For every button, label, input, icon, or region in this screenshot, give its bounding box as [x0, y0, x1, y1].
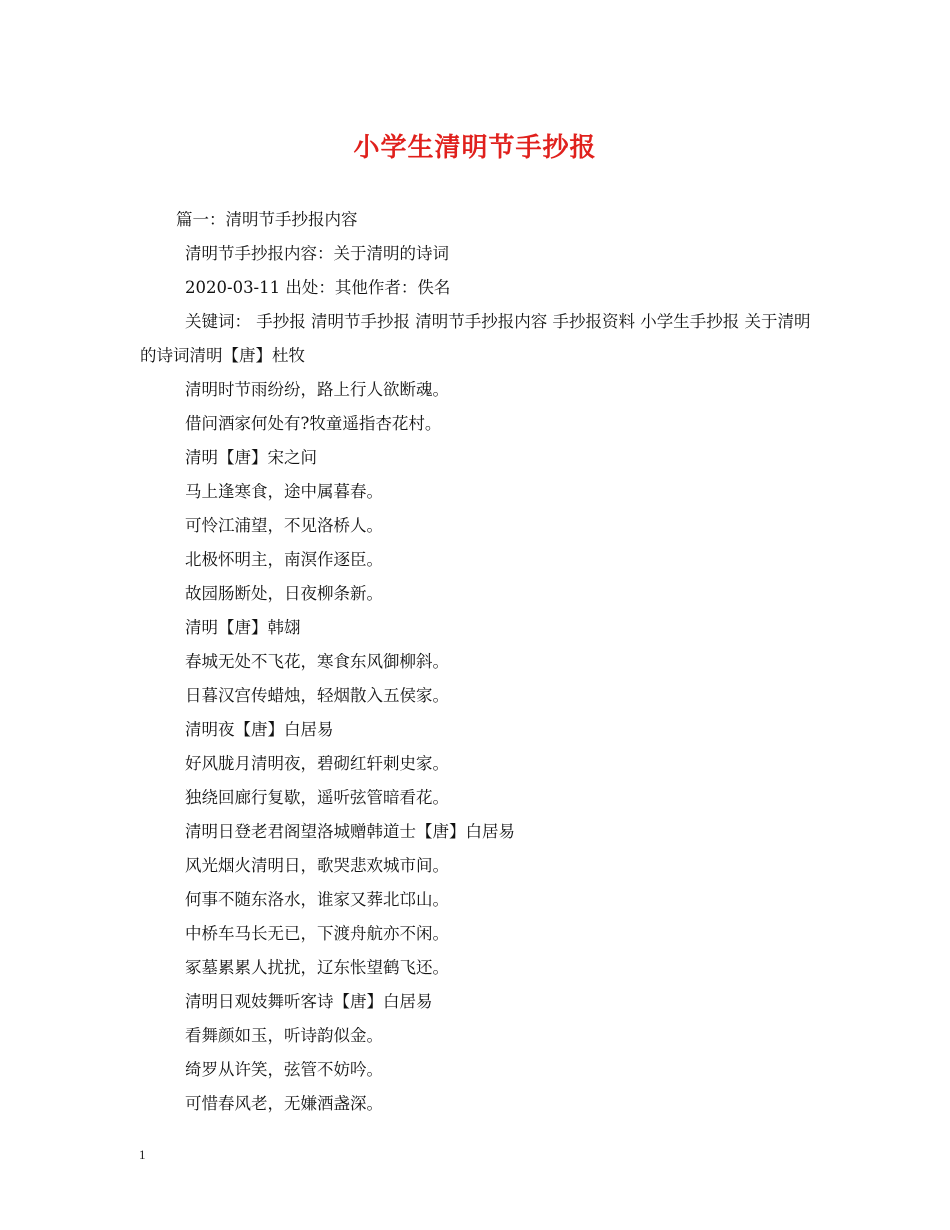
- text-line: 中桥车马长无已，下渡舟航亦不闲。: [185, 924, 449, 943]
- text-line: 借问酒家何处有?牧童遥指杏花村。: [185, 414, 442, 433]
- text-line: 看舞颜如玉，听诗韵似金。: [185, 1026, 383, 1045]
- subtitle-line: 清明节手抄报内容：关于清明的诗词: [185, 244, 449, 263]
- text-line: 可怜江浦望，不见洛桥人。: [185, 516, 383, 535]
- text-line: 清明夜【唐】白居易: [185, 720, 334, 739]
- text-line: 日暮汉宫传蜡烛，轻烟散入五侯家。: [185, 686, 449, 705]
- document-title: 小学生清明节手抄报: [353, 133, 597, 163]
- text-line: 何事不随东洛水，谁家又葬北邙山。: [185, 890, 449, 909]
- text-line: 北极怀明主，南溟作逐臣。: [185, 550, 383, 569]
- text-line: 独绕回廊行复歇，遥听弦管暗看花。: [185, 788, 449, 807]
- text-line: 清明时节雨纷纷，路上行人欲断魂。: [185, 380, 449, 399]
- text-line: 春城无处不飞花，寒食东风御柳斜。: [185, 652, 449, 671]
- text-line: 马上逢寒食，途中属暮春。: [185, 482, 383, 501]
- document-body: [140, 203, 820, 1121]
- text-line: 好风胧月清明夜，碧砌红轩刺史家。: [185, 754, 449, 773]
- text-line: 清明【唐】韩翃: [185, 618, 301, 637]
- text-line: 冢墓累累人扰扰，辽东怅望鹤飞还。: [185, 958, 449, 977]
- keywords-line: 关键词： 手抄报 清明节手抄报 清明节手抄报内容 手抄报资料 小学生手抄报 关于清明的诗词清明【唐】杜牧: [140, 312, 811, 365]
- meta-line: 2020-03-11 出处：其他作者：佚名: [185, 278, 451, 297]
- text-line: 绮罗从许笑，弦管不妨吟。: [185, 1060, 383, 1079]
- text-line: 可惜春风老，无嫌酒盏深。: [185, 1094, 383, 1113]
- text-line: 清明日登老君阁望洛城赠韩道士【唐】白居易: [185, 822, 515, 841]
- section-heading: 篇一：清明节手抄报内容: [176, 210, 358, 229]
- text-line: 故园肠断处，日夜柳条新。: [185, 584, 383, 603]
- text-line: 风光烟火清明日，歌哭悲欢城市间。: [185, 856, 449, 875]
- text-line: 清明【唐】宋之问: [185, 448, 317, 467]
- text-line: 清明日观妓舞听客诗【唐】白居易: [185, 992, 433, 1011]
- page-number: 1: [139, 1147, 146, 1162]
- poem-lines: [140, 373, 820, 1121]
